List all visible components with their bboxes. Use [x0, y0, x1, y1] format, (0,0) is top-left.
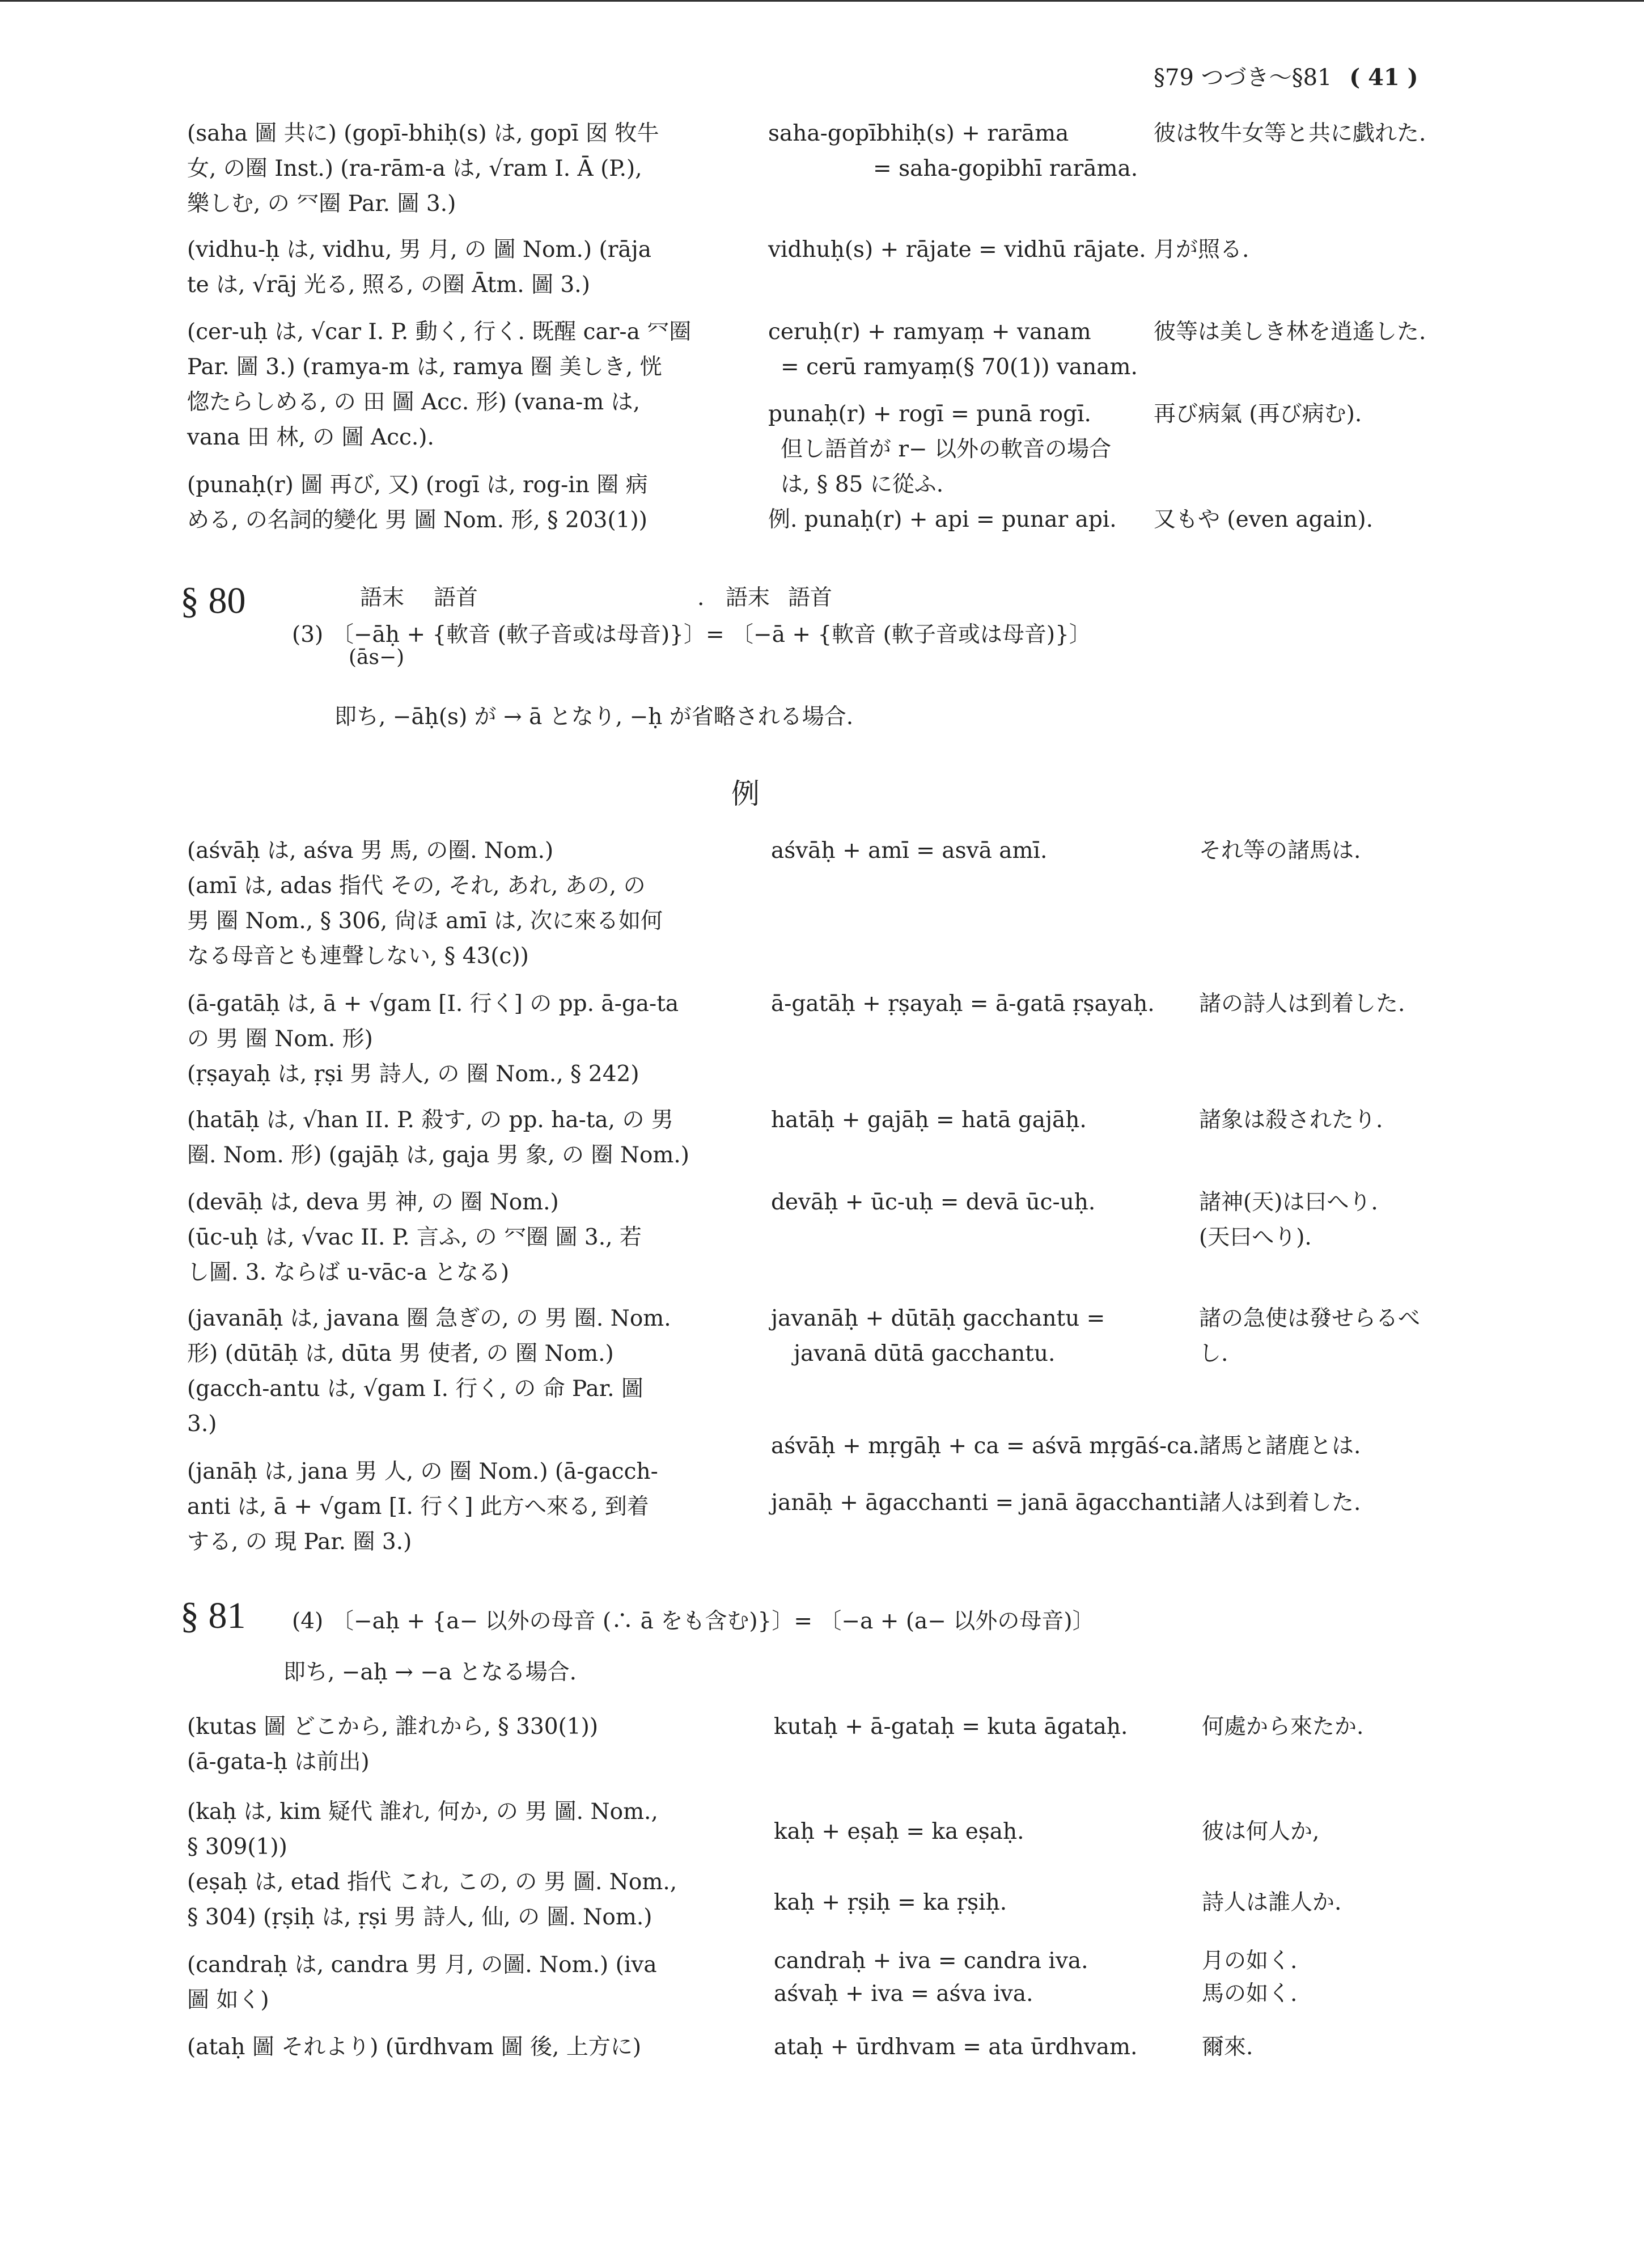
sandhi-example: hatāḥ + gajāḥ = hatā gajāḥ.: [771, 1107, 1087, 1133]
top-rule: [0, 0, 1644, 2]
sandhi-example: kaḥ + eṣaḥ = ka eṣaḥ.: [774, 1819, 1024, 1844]
gloss-entry: (kaḥ は, kim 疑代 誰れ, 何か, の 男 圖. Nom., § 309(1)) (eṣaḥ は, etad 指代 これ, この, の 男 圖. Nom., § 304) (ṛṣiḥ は, ṛṣi 男 詩人, 仙, の 圖. Nom.): [187, 1799, 677, 1930]
sandhi-example: janāḥ + āgacchanti = janā āgacchanti.: [771, 1490, 1205, 1516]
section-range: §79 つづき〜§81: [1154, 65, 1332, 91]
page-number: ( 41 ): [1349, 64, 1418, 91]
translation: 月の如く. 馬の如く.: [1202, 1948, 1298, 2007]
translation: 諸馬と諸鹿とは.: [1199, 1433, 1361, 1459]
translation: 諸象は殺されたり.: [1199, 1107, 1383, 1133]
gloss-entry: (devāḥ は, deva 男 神, の 圈 Nom.) (ūc-uḥ は, √vac II. P. 言ふ, の 㓁圈 圖 3., 若 し圖. 3. ならば u-vāc-a となる): [187, 1190, 642, 1285]
sandhi-example: ataḥ + ūrdhvam = ata ūrdhvam.: [774, 2034, 1138, 2060]
running-header: [1154, 60, 1418, 92]
translation: 爾來.: [1202, 2034, 1253, 2060]
translation: 又もや (even again).: [1154, 507, 1373, 532]
translation: 諸の詩人は到着した.: [1199, 991, 1405, 1017]
gloss-entry: (kutas 圖 どこから, 誰れから, § 330(1)) (ā-gata-ḥ は前出): [187, 1714, 599, 1775]
sandhi-example: vidhuḥ(s) + rājate = vidhū rājate.: [768, 237, 1146, 263]
translation: 諸神(天)は曰へり. (天曰へり).: [1199, 1190, 1378, 1250]
translation: 諸人は到着した.: [1199, 1490, 1361, 1516]
translation: 再び病氣 (再び病む).: [1154, 401, 1362, 427]
sandhi-example: kutaḥ + ā-gataḥ = kuta āgataḥ.: [774, 1714, 1128, 1740]
word-end-label: 語末: [726, 585, 770, 611]
section-number: § 80: [180, 580, 246, 621]
word-start-label: 語首: [788, 585, 833, 611]
gloss-entry: (janāḥ は, jana 男 人, の 圈 Nom.) (ā-gacch- anti は, ā + √gam [I. 行く] 此方へ來る, 到着 する, の 現 Par. 圈 3.): [187, 1459, 658, 1555]
gloss-entry: (aśvāḥ は, aśva 男 馬, の圈. Nom.) (amī は, adas 指代 その, それ, あれ, あの, の 男 圈 Nom., § 306, 尙ほ amī は, 次に來る如何 なる母音とも連聲しない, § 43(c)): [187, 838, 663, 969]
translation: 諸の急使は發せらるべ し.: [1199, 1306, 1421, 1366]
section-number: § 81: [180, 1595, 246, 1636]
gloss-entry: (saha 圖 共に) (gopī-bhiḥ(s) は, gopī 囡 牧牛 女, の圈 Inst.) (ra-rām-a は, √ram I. Ā (P.), 樂しむ, の 㓁圈 Par. 圖 3.): [187, 121, 659, 217]
translation: 彼は何人か,: [1202, 1819, 1320, 1844]
rule-number: (3): [292, 622, 324, 648]
word-end-label: 語末: [360, 585, 405, 611]
translation: それ等の諸馬は.: [1199, 838, 1361, 864]
sandhi-example: javanāḥ + dūtāḥ gacchantu = javanā dūtā gacchantu.: [771, 1306, 1105, 1366]
sandhi-example: ā-gatāḥ + ṛṣayaḥ = ā-gatā ṛṣayaḥ.: [771, 991, 1155, 1017]
rule-description: 即ち, −aḥ → −a となる場合.: [283, 1660, 577, 1685]
rule-description: 即ち, −āḥ(s) が → ā となり, −ḥ が省略される場合.: [334, 704, 854, 730]
sandhi-example: punaḥ(r) + rogī = punā rogī. 但し語首が r− 以外の軟音の場合 は, § 85 に從ふ. 例. punaḥ(r) + api = punar api.: [768, 401, 1117, 532]
translation: 何處から來たか.: [1202, 1714, 1364, 1740]
gloss-entry: (ā-gatāḥ は, ā + √gam [I. 行く] の pp. ā-ga-ta の 男 圈 Nom. 形) (ṛṣayaḥ は, ṛṣi 男 詩人, の 圈 Nom., § 242): [187, 991, 679, 1087]
gloss-entry: (vidhu-ḥ は, vidhu, 男 月, の 圖 Nom.) (rāja te は, √rāj 光る, 照る, の圈 Ātm. 圖 3.): [187, 237, 651, 298]
gloss-entry: (cer-uḥ は, √car I. P. 動く, 行く. 既醒 car-a 㓁圈 Par. 圖 3.) (ramya-m は, ramya 圈 美しき, 恍 惚たらしめる, の 田 圖 Acc. 形) (vana-m は, vana 田 林, の 圖 Acc.).: [187, 319, 692, 450]
translation: 月が照る.: [1154, 237, 1249, 263]
gloss-entry: (hatāḥ は, √han II. P. 殺す, の pp. ha-ta, の 男 圈. Nom. 形) (gajāḥ は, gaja 男 象, の 圈 Nom.): [187, 1107, 690, 1168]
rule-formula: 〔−āḥ + {軟音 (軟子音或は母音)}〕= 〔−ā + {軟音 (軟子音或は母音)}〕: [332, 622, 1091, 648]
sandhi-example: saha-gopībhiḥ(s) + rarāma = saha-gopibhī rarāma.: [768, 121, 1138, 181]
gloss-entry: (javanāḥ は, javana 圈 急ぎの, の 男 圈. Nom. 形) (dūtāḥ は, dūta 男 使者, の 圈 Nom.) (gacch-antu は, √gam I. 行く, の 命 Par. 圖 3.): [187, 1306, 671, 1437]
rule-subscript: (ās−): [349, 646, 405, 669]
sandhi-example: aśvāḥ + amī = asvā amī.: [771, 838, 1048, 864]
sandhi-example: devāḥ + ūc-uḥ = devā ūc-uḥ.: [771, 1190, 1096, 1215]
sandhi-example: ceruḥ(r) + ramyaṃ + vanam = cerū ramyaṃ(§ 70(1)) vanam.: [768, 319, 1138, 380]
example-heading: 例: [731, 777, 760, 810]
word-start-label: 語首: [434, 585, 478, 611]
sandhi-example: kaḥ + ṛṣiḥ = ka ṛṣiḥ.: [774, 1890, 1007, 1915]
translation: 彼等は美しき林を逍遙した.: [1154, 319, 1426, 345]
separator-dot: .: [697, 585, 705, 611]
translation: 詩人は誰人か.: [1202, 1890, 1342, 1915]
translation: 彼は牧牛女等と共に戯れた.: [1154, 121, 1426, 146]
gloss-entry: (ataḥ 圖 それより) (ūrdhvam 圖 後, 上方に): [187, 2034, 642, 2060]
rule-formula: 〔−aḥ + {a− 以外の母音 (∴ ā をも含む)}〕= 〔−a + (a− 以外の母音)〕: [332, 1609, 1095, 1634]
gloss-entry: (punaḥ(r) 圖 再び, 又) (rogī は, rog-in 圈 病 める, の名詞的變化 男 圖 Nom. 形, § 203(1)): [187, 472, 648, 533]
sandhi-example: candraḥ + iva = candra iva. aśvaḥ + iva = aśva iva.: [774, 1948, 1088, 2007]
gloss-entry: (candraḥ は, candra 男 月, の圖. Nom.) (iva 圖 如く): [187, 1952, 657, 2013]
sandhi-example: aśvāḥ + mṛgāḥ + ca = aśvā mṛgāś-ca.: [771, 1433, 1200, 1459]
rule-number: (4): [292, 1609, 324, 1634]
